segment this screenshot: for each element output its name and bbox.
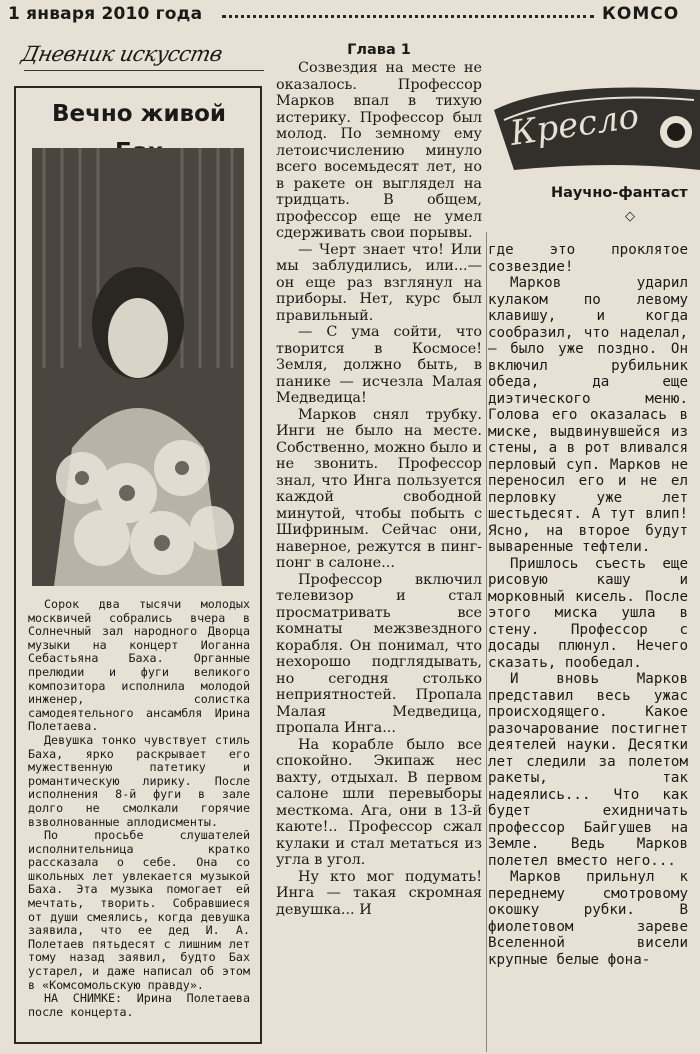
header-publication: КОМСО (602, 4, 680, 24)
column-rule (486, 232, 487, 1052)
story-paragraph: И вновь Марков представил весь ужас происходящего. Какое разочарование постигнет деятелей науки. Десятки лет следили за полетом ракеты, так надеялись... Что как будет ехидничать профессор Байгушев на Земле. Ведь Марков полетел вместо него... (488, 671, 688, 869)
story-paragraph: где это проклятое созвездие! (488, 242, 688, 275)
story-paragraph: Марков ударил кулаком по левому клавишу, и когда сообразил, что наделал, — было уже поздно. Он включил рубильник обеда, да еще диэтического меню. Голова его оказалась в миске, выдвинувшейся из стены, а в рот вливался перловый суп. Марков не переносил его и не ел перловку уже лет шестьдесят. А тут влип! Ясно, на второе будут вываренные тефтели. (488, 275, 688, 555)
story-paragraph: Марков прильнул к переднему смотровому окошку рубки. В фиолетовом зареве Вселенной висели крупные белые фона- (488, 869, 688, 968)
story-middle-column (276, 60, 482, 918)
story-paragraph: Созвездия на месте не оказалось. Профессор Марков впал в тихую истерику. Профессор был молод. По земному ему летоисчислению минуло всего восемьдесят лет, но в ракете он выглядел на тридцать. В общем, профессор еще не умел сдерживать свои порывы. (276, 60, 482, 241)
story-paragraph: — Черт знает что! Или мы заблудились, или...— он еще раз взглянул на приборы. Нет, курс был правильный. (276, 241, 482, 324)
photo-illustration (32, 148, 244, 586)
story-right-column (488, 242, 688, 968)
story-paragraph: На корабле было все спокойно. Экипаж нес вахту, отдыхал. В первом салоне шли перевыборы месткома. Ага, они в 13-й каюте!.. Профессор сжал кулаки и стал метаться из угла в угол. (276, 736, 482, 868)
story-paragraph: Ну кто мог подумать! Инга — такая скромная девушка... И (276, 868, 482, 918)
chapter-heading: Глава 1 (347, 42, 411, 58)
article-title: Вечно живой (51, 101, 227, 127)
header-date: 1 января 2010 года (8, 4, 203, 24)
left-article-body (28, 598, 250, 1019)
logo-text: Кресло (507, 96, 642, 154)
story-paragraph: Пришлось съесть еще рисовую кашу и морковный кисель. После этого миска ушла в стену. Профессор с досады плюнул. Нечего сказать, пообедал. (488, 555, 688, 671)
rubric-title: Дневник искусств (19, 42, 225, 66)
story-paragraph: Профессор включил телевизор и стал просматривать все комнаты межзвездного корабля. Он понимал, что нехорошо подглядывать, но сегодня столько неприятностей. Пропала Малая Медведица, пропала Инга... (276, 571, 482, 736)
concert-photo (32, 148, 244, 586)
story-paragraph: — С ума сойти, что творится в Космосе! Земля, должно быть, в панике — исчезла Малая Медведица! (276, 324, 482, 406)
story-paragraph: Марков снял трубку. Инги не было на месте. Собственно, можно было и не звонить. Профессор знал, что Инга пользуется каждой свободной минутой, чтобы побыть с Шифриным. Сейчас они, наверное, режутся в пинг-понг в салоне... (276, 406, 482, 571)
diamond-icon: ◇ (625, 209, 635, 224)
photo-caption: НА СНИМКЕ: Ирина Полетаева после концерта. (28, 991, 250, 1019)
story-subtitle: Научно-фантаст (551, 185, 688, 201)
rubric-underline (24, 70, 264, 71)
left-paragraph: Девушка тонко чувствует стиль Баха, ярко раскрывает его мужественную патетику и романтическую лирику. После исполнения 8-й фуги в зале долго не смолкали горячие взволнованные аплодисменты. (28, 732, 250, 829)
left-paragraph: По просьбе слушателей исполнительница кратко рассказала о себе. Она со школьных лет увлекается музыкой Баха. Эта музыка помогает ей мечтать, творить. Собравшиеся от души смеялись, когда девушка заявила, что ее дед И. А. Полетаев пятьдесят с лишним лет тому назад заявил, будто Бах устарел, и даже написал об этом в «Комсомольскую правду». (28, 828, 250, 992)
story-logo-graphic (494, 60, 700, 180)
story-logo (494, 60, 700, 180)
left-paragraph: Сорок два тысячи молодых москвичей собрались вчера в Солнечный зал народного Дворца музыки на концерт Иоганна Себастьяна Баха. Органные прелюдии и фуги великого композитора исполнила молодой инженер, солистка самодеятельного ансамбля Ирина Полетаева. (28, 597, 250, 734)
header-divider (222, 15, 594, 18)
